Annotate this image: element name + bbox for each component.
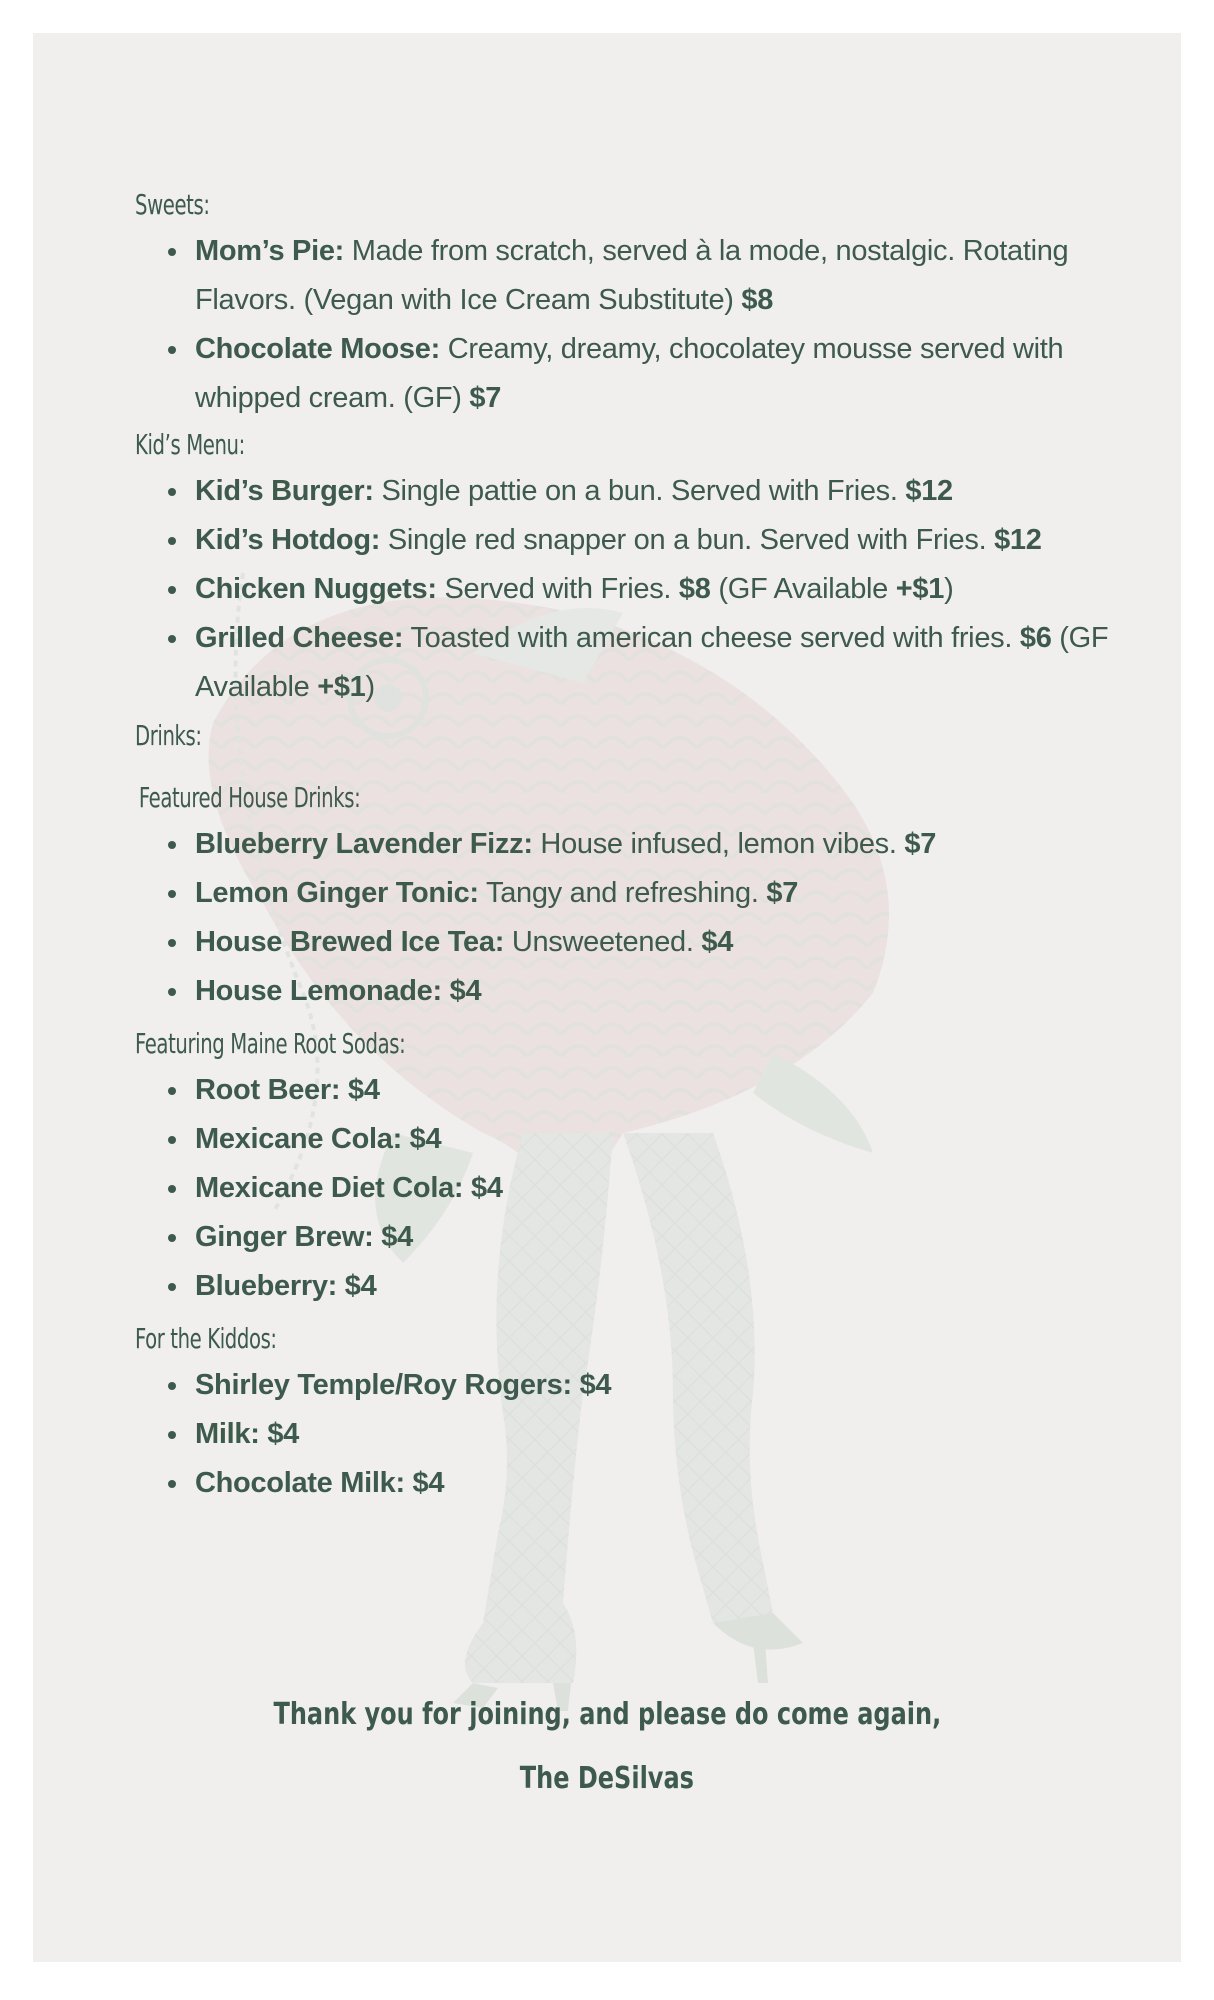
section-title-kids-menu: Kid’s Menu: [135,428,245,461]
item-name: Ginger Brew: $4 [195,1221,413,1253]
item-name: Chocolate Moose: [195,333,440,365]
list-item [195,325,1135,423]
item-extra-price: +$1 [317,671,366,703]
kids-menu-list [135,467,1135,712]
item-price: $6 [1019,622,1052,654]
item-desc: Unsweetened. [504,926,702,958]
list-item [195,227,1135,325]
item-name: Chocolate Milk: $4 [195,1467,445,1499]
item-name: Root Beer: $4 [195,1074,380,1106]
list-item [195,1164,1135,1213]
item-extra-close: ) [944,573,954,605]
item-price: $4 [701,926,734,958]
list-item [195,1410,1135,1459]
list-item [195,1213,1135,1262]
list-item [195,869,1135,918]
item-name: Blueberry Lavender Fizz: [195,828,533,860]
item-price: $8 [678,573,711,605]
section-title-featured-house-drinks: Featured House Drinks: [138,781,361,814]
item-name: Chicken Nuggets: [195,573,437,605]
closing-line-thanks: Thank you for joining, and please do come again, [273,1697,941,1732]
featured-house-drinks-list [135,820,1135,1016]
item-extra-price: +$1 [895,573,945,605]
closing-signature: The DeSilvas [519,1761,695,1796]
maine-root-sodas-list [135,1066,1135,1311]
section-title-for-the-kiddos: For the Kiddos: [135,1322,277,1355]
item-name: House Lemonade: $4 [195,975,482,1007]
item-name: Mom’s Pie: [195,235,345,267]
item-name: Mexicane Cola: $4 [195,1123,442,1155]
item-name: House Brewed Ice Tea: [195,926,505,958]
menu-page [33,33,1181,1962]
sweets-list [135,227,1135,423]
item-name: Kid’s Burger: [195,475,374,507]
menu-content [135,183,1135,1508]
list-item [195,1459,1135,1508]
list-item [195,820,1135,869]
item-desc: Tangy and refreshing. [478,877,767,909]
item-price: $7 [766,877,799,909]
item-price: $12 [994,524,1042,556]
list-item [195,918,1135,967]
list-item [195,614,1135,712]
section-title-drinks: Drinks: [135,719,202,752]
item-price: $12 [905,475,953,507]
for-the-kiddos-list [135,1361,1135,1508]
item-desc: Toasted with american cheese served with fries. [403,622,1020,654]
list-item [195,1115,1135,1164]
item-desc: Served with Fries. [436,573,679,605]
item-desc: House infused, lemon vibes. [532,828,905,860]
item-name: Kid’s Hotdog: [195,524,381,556]
list-item [195,516,1135,565]
list-item [195,467,1135,516]
section-title-maine-root-sodas: Featuring Maine Root Sodas: [135,1027,406,1060]
item-price: $8 [741,284,774,316]
item-extra: (GF Available [195,622,1109,703]
item-name: Milk: $4 [195,1418,299,1450]
item-price: $7 [904,828,937,860]
item-name: Blueberry: $4 [195,1270,377,1302]
list-item [195,1262,1135,1311]
list-item [195,565,1135,614]
item-name: Lemon Ginger Tonic: [195,877,479,909]
item-desc: Single pattie on a bun. Served with Fries. [373,475,906,507]
item-desc: Creamy, dreamy, chocolatey mousse served with whipped cream. (GF) [195,333,1064,414]
item-extra-close: ) [365,671,375,703]
item-price: $7 [469,382,502,414]
section-title-sweets: Sweets: [135,188,210,221]
item-desc: Single red snapper on a bun. Served with Fries. [380,524,995,556]
list-item [195,1066,1135,1115]
closing-message [33,1683,1181,1811]
item-name: Shirley Temple/Roy Rogers: $4 [195,1369,612,1401]
item-extra: (GF Available [710,573,896,605]
list-item [195,967,1135,1016]
list-item [195,1361,1135,1410]
item-name: Mexicane Diet Cola: $4 [195,1172,503,1204]
item-name: Grilled Cheese: [195,622,404,654]
item-desc: Made from scratch, served à la mode, nostalgic. Rotating Flavors. (Vegan with Ice Cream Substitute) [195,235,1069,316]
